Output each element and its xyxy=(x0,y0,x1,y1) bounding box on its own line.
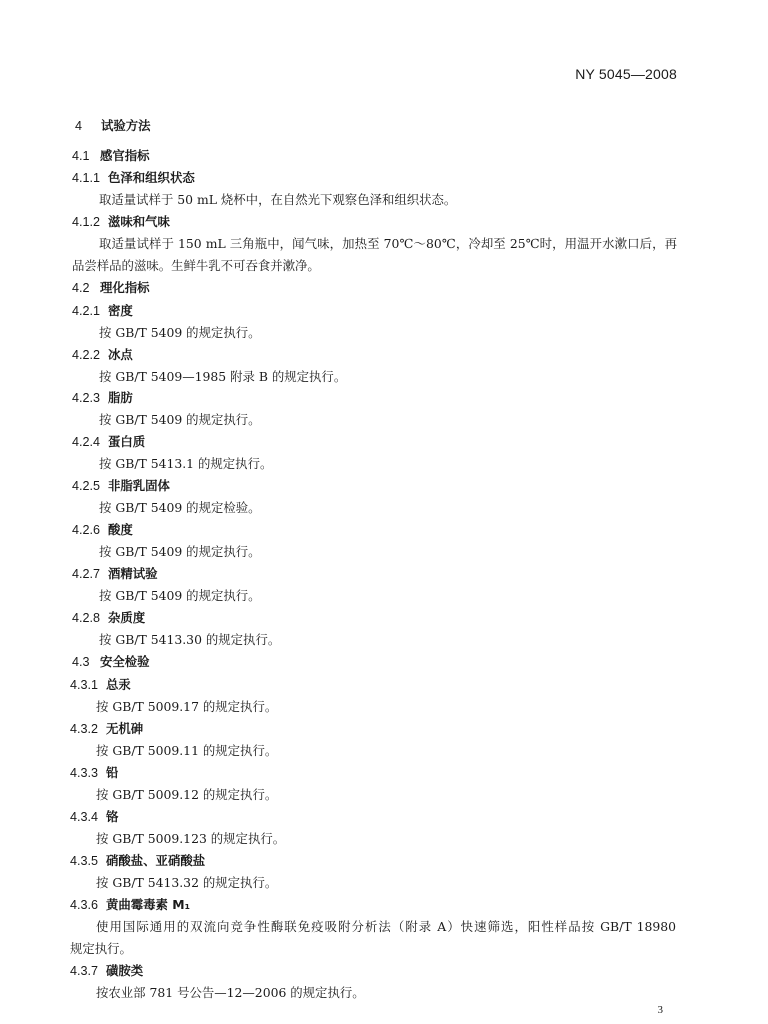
clause-number: 4.3.5 xyxy=(70,854,99,868)
clause-title: 铅 xyxy=(106,765,119,780)
section-title: 安全检验 xyxy=(100,654,150,669)
clause-title: 无机砷 xyxy=(106,721,144,736)
clause-number: 4.2.6 xyxy=(72,523,101,537)
section-title: 理化指标 xyxy=(100,280,150,295)
page-number: 3 xyxy=(657,1004,663,1016)
clause-text: 按 GB/T 5409—1985 附录 B 的规定执行。 xyxy=(99,369,347,384)
clause-text: 按 GB/T 5409 的规定执行。 xyxy=(99,544,261,559)
clause-number: 4.3.2 xyxy=(70,722,99,736)
clause-heading xyxy=(70,677,131,693)
clause-text: 按 GB/T 5409 的规定执行。 xyxy=(99,588,261,603)
standard-number: NY 5045—2008 xyxy=(575,66,677,82)
clause-number: 4.3.6 xyxy=(70,898,99,912)
clause-heading xyxy=(72,478,170,494)
clause-title: 密度 xyxy=(108,303,133,318)
clause-title: 杂质度 xyxy=(108,610,146,625)
section-4-3-heading xyxy=(72,654,150,670)
clause-heading xyxy=(72,434,145,450)
clause-text-line-1: 使用国际通用的双流向竞争性酶联免疫吸附分析法（附录 A）快速筛选，阳性样品按 GB/T 18980 xyxy=(96,919,676,934)
clause-text: 按 GB/T 5009.12 的规定执行。 xyxy=(96,787,278,802)
section-number: 4.2 xyxy=(72,281,90,295)
clause-title: 总汞 xyxy=(106,677,131,692)
clause-text: 按农业部 781 号公告—12—2006 的规定执行。 xyxy=(96,985,365,1000)
clause-heading xyxy=(70,765,118,781)
clause-number: 4.1.2 xyxy=(72,215,101,229)
clause-title: 酒精试验 xyxy=(108,566,158,581)
clause-number: 4.2.2 xyxy=(72,348,101,362)
section-title: 感官指标 xyxy=(100,148,150,163)
clause-number: 4.2.7 xyxy=(72,567,101,581)
clause-text: 按 GB/T 5009.17 的规定执行。 xyxy=(96,699,278,714)
clause-heading xyxy=(72,170,195,186)
section-number: 4.1 xyxy=(72,149,90,163)
clause-text: 按 GB/T 5409 的规定执行。 xyxy=(99,325,261,340)
clause-number: 4.2.8 xyxy=(72,611,101,625)
section-number: 4.3 xyxy=(72,655,90,669)
section-4-heading xyxy=(75,118,151,134)
clause-heading xyxy=(72,610,145,626)
clause-title: 脂肪 xyxy=(108,390,133,405)
clause-text: 按 GB/T 5409 的规定执行。 xyxy=(99,412,261,427)
clause-text-line-2: 规定执行。 xyxy=(70,941,132,956)
clause-title: 酸度 xyxy=(108,522,133,537)
clause-heading xyxy=(72,347,133,363)
clause-number: 4.2.5 xyxy=(72,479,101,493)
clause-heading xyxy=(72,303,133,319)
clause-number: 4.1.1 xyxy=(72,171,101,185)
clause-text: 按 GB/T 5009.11 的规定执行。 xyxy=(96,743,278,758)
clause-number: 4.3.7 xyxy=(70,964,99,978)
clause-title: 色泽和组织状态 xyxy=(108,170,195,185)
clause-heading xyxy=(70,963,143,979)
section-4-1-heading xyxy=(72,148,150,164)
clause-heading xyxy=(70,853,205,869)
clause-title: 滋味和气味 xyxy=(108,214,170,229)
clause-heading xyxy=(72,390,133,406)
section-title: 试验方法 xyxy=(101,118,151,133)
clause-number: 4.3.4 xyxy=(70,810,99,824)
clause-heading xyxy=(70,897,190,913)
clause-number: 4.3.1 xyxy=(70,678,99,692)
section-4-2-heading xyxy=(72,280,150,296)
clause-title: 硝酸盐、亚硝酸盐 xyxy=(106,853,206,868)
clause-number: 4.2.3 xyxy=(72,391,101,405)
clause-title: 冰点 xyxy=(108,347,133,362)
clause-text: 按 GB/T 5413.1 的规定执行。 xyxy=(99,456,273,471)
clause-heading xyxy=(72,214,170,230)
clause-title: 黄曲霉毒素 M₁ xyxy=(106,897,191,912)
section-number: 4 xyxy=(75,119,83,133)
clause-text: 按 GB/T 5409 的规定检验。 xyxy=(99,500,261,515)
clause-title: 铬 xyxy=(106,809,119,824)
clause-text: 按 GB/T 5413.30 的规定执行。 xyxy=(99,632,281,647)
clause-title: 磺胺类 xyxy=(106,963,144,978)
clause-text-line-1: 取适量试样于 150 mL 三角瓶中，闻气味，加热至 70℃～80℃，冷却至 25℃时，用温开水漱口后，再 xyxy=(99,236,677,251)
clause-text: 取适量试样于 50 mL 烧杯中，在自然光下观察色泽和组织状态。 xyxy=(99,192,457,207)
clause-number: 4.2.1 xyxy=(72,304,101,318)
clause-text: 按 GB/T 5009.123 的规定执行。 xyxy=(96,831,286,846)
clause-number: 4.3.3 xyxy=(70,766,99,780)
clause-heading xyxy=(72,522,133,538)
clause-title: 非脂乳固体 xyxy=(108,478,170,493)
clause-title: 蛋白质 xyxy=(108,434,146,449)
clause-heading xyxy=(72,566,158,582)
clause-heading xyxy=(70,721,143,737)
clause-number: 4.2.4 xyxy=(72,435,101,449)
clause-text: 按 GB/T 5413.32 的规定执行。 xyxy=(96,875,278,890)
clause-heading xyxy=(70,809,118,825)
clause-text-line-2: 品尝样品的滋味。生鲜牛乳不可吞食并漱净。 xyxy=(72,258,320,273)
